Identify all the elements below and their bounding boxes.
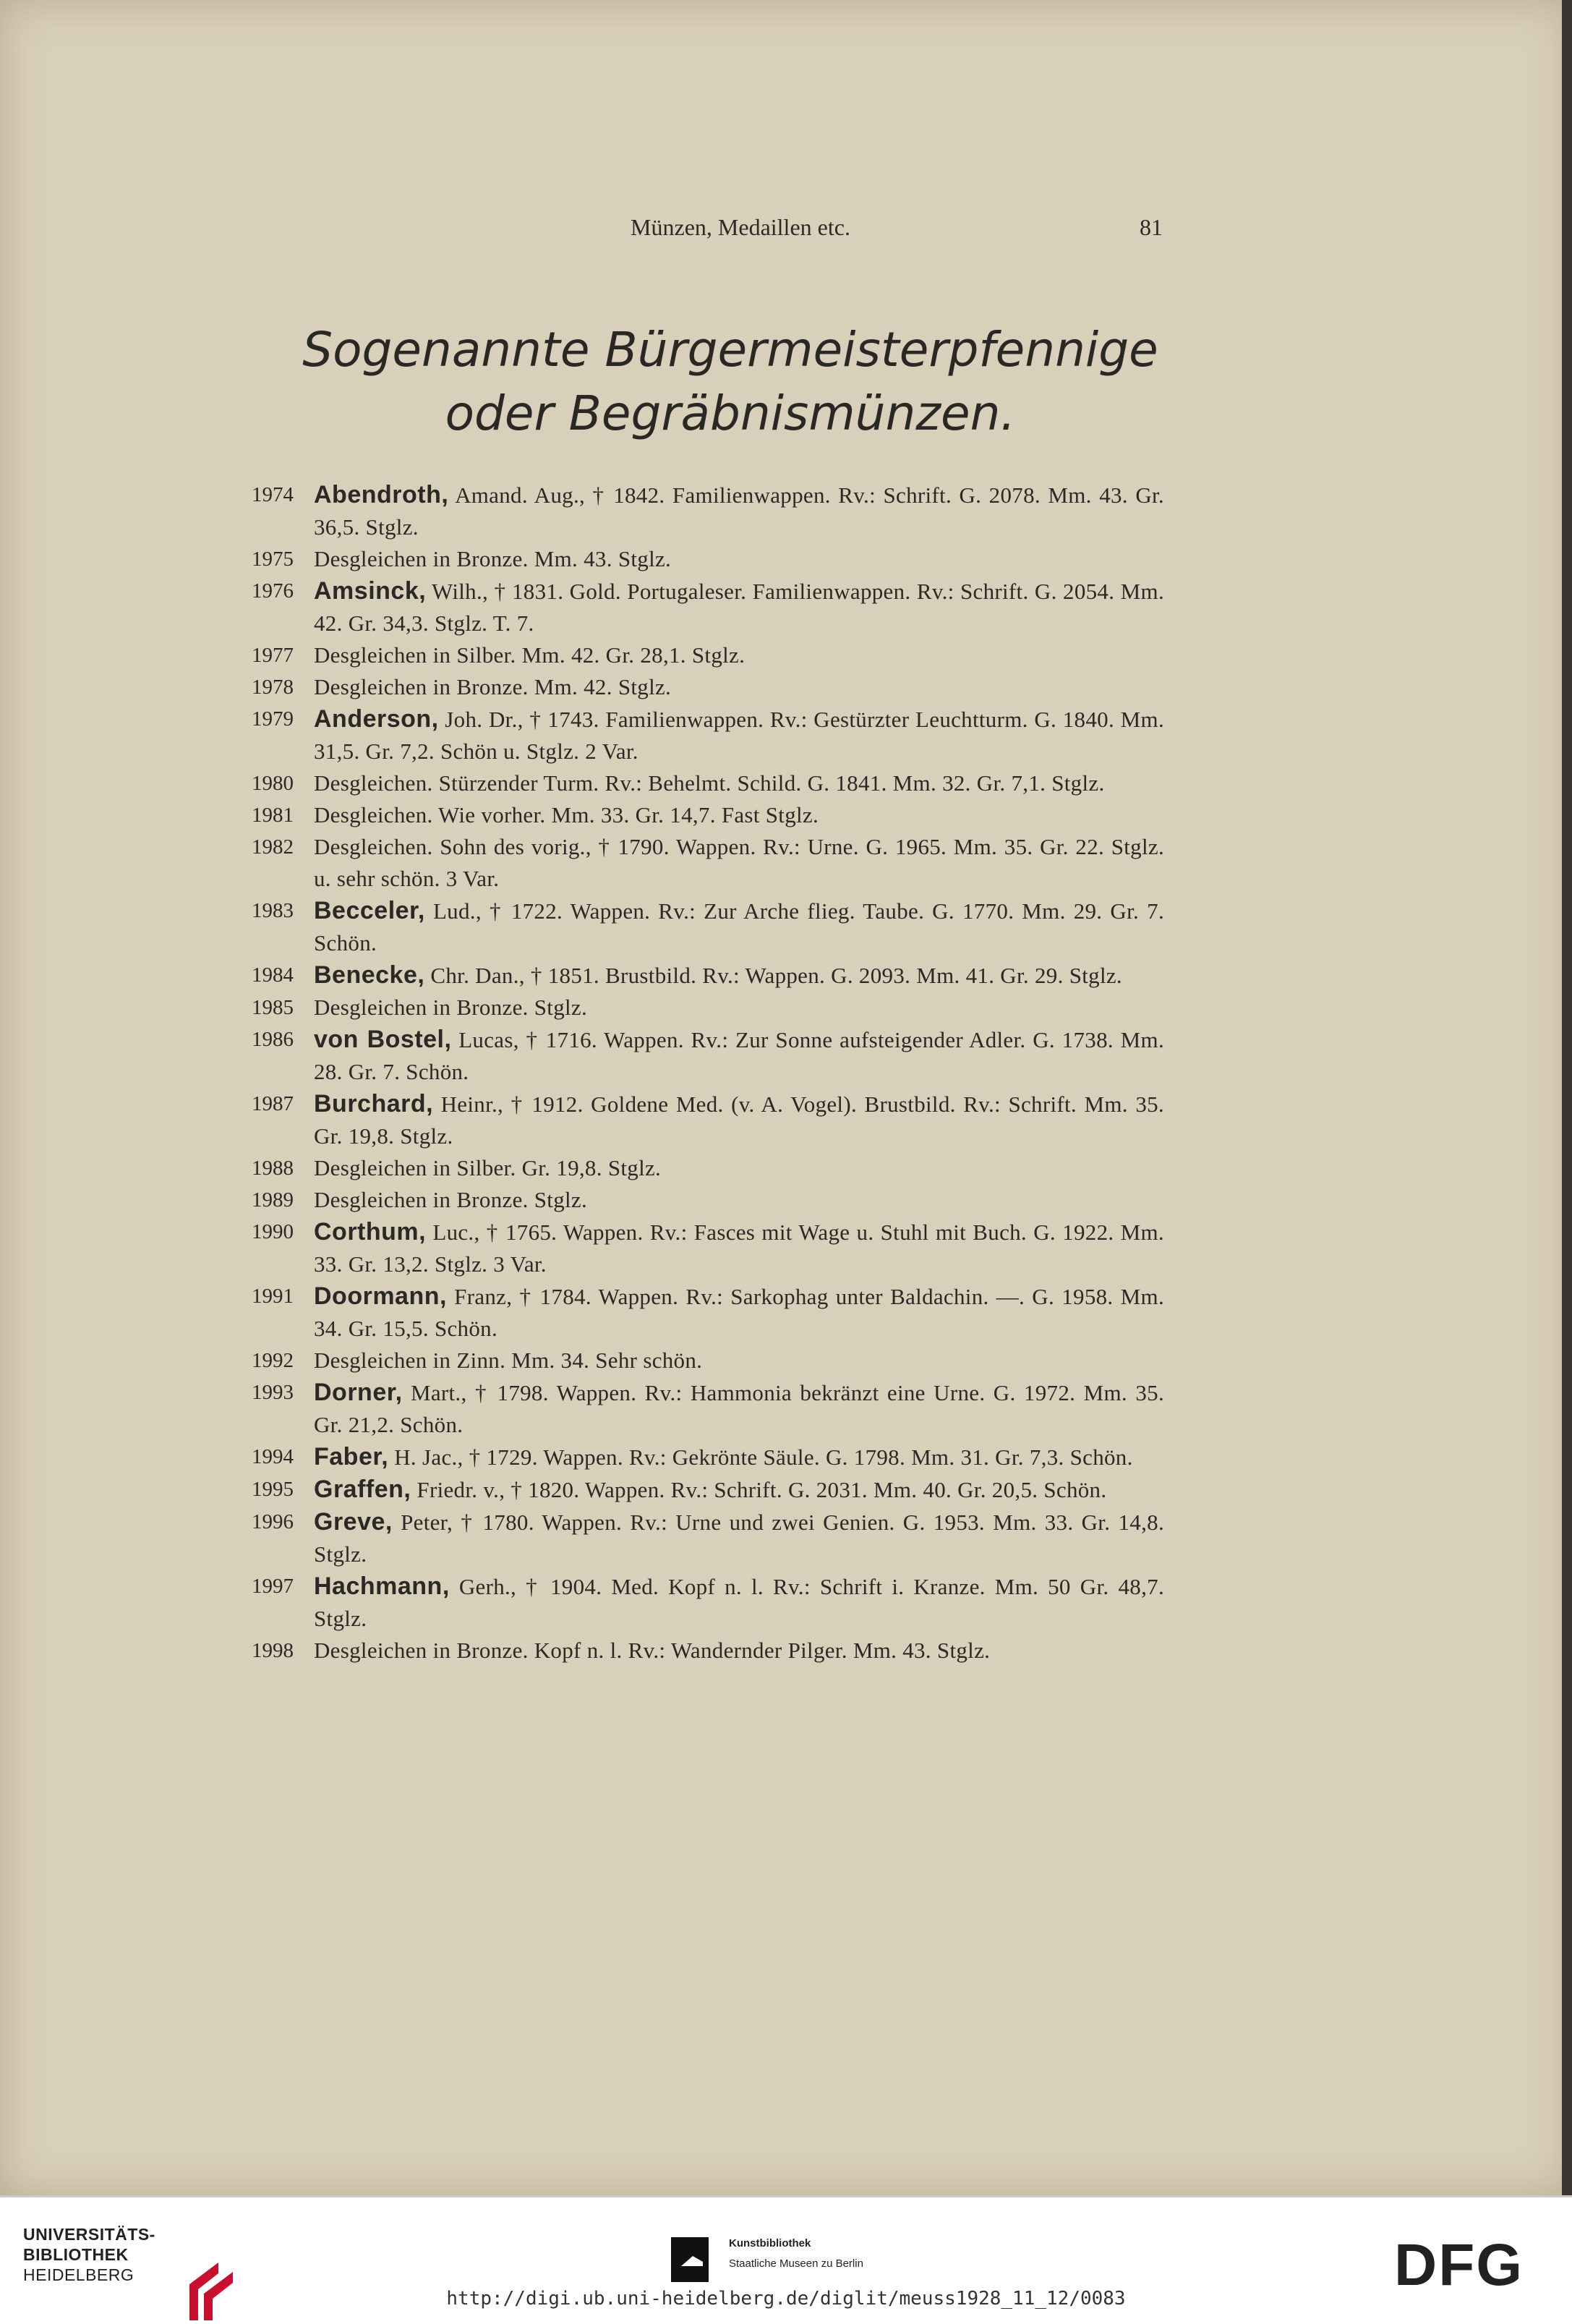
entry-body [314, 959, 1164, 992]
entry-number: 1982 [252, 835, 294, 859]
catalog-entry [252, 959, 1164, 992]
entry-body [314, 1345, 1164, 1376]
entry-body [314, 1441, 1164, 1473]
entry-text: H. Jac., † 1729. Wappen. Rv.: Gekrönte Säule. G. 1798. Mm. 31. Gr. 7,3. Schön. [394, 1444, 1133, 1470]
entry-text: Desgleichen. Wie vorher. Mm. 33. Gr. 14,7. Fast Stglz. [314, 802, 819, 827]
entry-name: Amsinck, [314, 577, 427, 605]
entry-number: 1996 [252, 1510, 294, 1533]
entry-name: Hachmann, [314, 1572, 450, 1600]
entry-body [314, 1376, 1164, 1441]
entry-name: von Bostel, [314, 1026, 452, 1053]
ub-logo-line-2: BIBLIOTHEK [23, 2245, 129, 2264]
entry-name: Faber, [314, 1443, 389, 1470]
catalog-entry [252, 799, 1164, 831]
entry-name: Dorner, [314, 1379, 403, 1406]
catalog-entry [252, 1473, 1164, 1506]
catalog-entry [252, 1345, 1164, 1376]
entry-text: Desgleichen in Bronze. Stglz. [314, 1187, 588, 1212]
entry-body [314, 1280, 1164, 1345]
entry-number: 1991 [252, 1285, 294, 1308]
catalog-entries [252, 479, 1164, 1667]
entry-body [314, 1023, 1164, 1088]
entry-name: Burchard, [314, 1090, 434, 1118]
entry-text: Peter, † 1780. Wappen. Rv.: Urne und zwei Genien. G. 1953. Mm. 33. Gr. 14,8. Stglz. [314, 1510, 1164, 1567]
entry-number: 1988 [252, 1157, 294, 1180]
entry-name: Benecke, [314, 961, 425, 989]
entry-body [314, 575, 1164, 639]
entry-text: Desgleichen in Bronze. Mm. 42. Stglz. [314, 674, 672, 699]
entry-text: Desgleichen in Zinn. Mm. 34. Sehr schön. [314, 1348, 703, 1373]
entry-text: Desgleichen in Bronze. Mm. 43. Stglz. [314, 546, 672, 571]
catalog-entry [252, 1023, 1164, 1088]
entry-number: 1976 [252, 579, 294, 603]
entry-text: Desgleichen in Silber. Mm. 42. Gr. 28,1. Stglz. [314, 642, 746, 668]
catalog-entry [252, 895, 1164, 959]
entry-body [314, 639, 1164, 671]
entry-number: 1984 [252, 963, 294, 987]
entry-number: 1978 [252, 676, 294, 699]
heading-line-1: Sogenannte Bürgermeisterpfennige [302, 322, 1158, 378]
entry-number: 1994 [252, 1445, 294, 1468]
entry-text: Joh. Dr., † 1743. Familienwappen. Rv.: Gestürzter Leuchtturm. G. 1840. Mm. 31,5. Gr. 7,2. Schön u. Stglz. 2 Var. [314, 707, 1164, 764]
entry-text: Heinr., † 1912. Goldene Med. (v. A. Vogel). Brustbild. Rv.: Schrift. Mm. 35. Gr. 19,8. Stglz. [314, 1091, 1164, 1149]
entry-name: Doormann, [314, 1282, 447, 1310]
entry-text: Luc., † 1765. Wappen. Rv.: Fasces mit Wage u. Stuhl mit Buch. G. 1922. Mm. 33. Gr. 13,2. Stglz. 3 Var. [314, 1220, 1164, 1277]
kunstbibliothek-name: Kunstbibliothek [729, 2237, 811, 2249]
entry-body [314, 671, 1164, 703]
entry-number: 1997 [252, 1575, 294, 1598]
entry-body [314, 1184, 1164, 1216]
catalog-entry [252, 992, 1164, 1023]
entry-text: Desgleichen in Bronze. Stglz. [314, 995, 588, 1020]
entry-number: 1974 [252, 483, 294, 506]
entry-text: Chr. Dan., † 1851. Brustbild. Rv.: Wappen. G. 2093. Mm. 41. Gr. 29. Stglz. [430, 963, 1122, 988]
catalog-entry [252, 1506, 1164, 1570]
entry-body [314, 1506, 1164, 1570]
entry-text: Mart., † 1798. Wappen. Rv.: Hammonia bekränzt eine Urne. G. 1972. Mm. 35. Gr. 21,2. Schön. [314, 1380, 1164, 1437]
entry-name: Abendroth, [314, 481, 449, 508]
entry-body [314, 895, 1164, 959]
entry-text: Desgleichen. Sohn des vorig., † 1790. Wappen. Rv.: Urne. G. 1965. Mm. 35. Gr. 22. Stglz. u. sehr schön. 3 Var. [314, 834, 1164, 891]
entry-name: Greve, [314, 1508, 393, 1536]
catalog-entry [252, 767, 1164, 799]
entry-body [314, 992, 1164, 1023]
ub-logo-line-3: HEIDELBERG [23, 2265, 134, 2284]
entry-body [314, 1635, 1164, 1667]
entry-text: Lud., † 1722. Wappen. Rv.: Zur Arche flieg. Taube. G. 1770. Mm. 29. Gr. 7. Schön. [314, 898, 1164, 955]
catalog-entry [252, 1280, 1164, 1345]
entry-body [314, 543, 1164, 575]
dfg-logo[interactable] [1394, 2236, 1553, 2291]
entry-text: Gerh., † 1904. Med. Kopf n. l. Rv.: Schrift i. Kranze. Mm. 50 Gr. 48,7. Stglz. [314, 1574, 1164, 1631]
entry-name: Corthum, [314, 1218, 427, 1246]
entry-text: Amand. Aug., † 1842. Familienwappen. Rv.: Schrift. G. 2078. Mm. 43. Gr. 36,5. Stglz. [314, 482, 1164, 540]
viewer-footer [0, 2195, 1572, 2310]
entry-text: Friedr. v., † 1820. Wappen. Rv.: Schrift. G. 2031. Mm. 40. Gr. 20,5. Schön. [417, 1477, 1107, 1502]
entry-number: 1975 [252, 548, 294, 571]
entry-text: Franz, † 1784. Wappen. Rv.: Sarkophag unter Baldachin. —. G. 1958. Mm. 34. Gr. 15,5. Schön. [314, 1284, 1164, 1341]
catalog-entry [252, 1570, 1164, 1635]
entry-number: 1987 [252, 1092, 294, 1115]
catalog-entry [252, 1152, 1164, 1184]
catalog-entry [252, 1376, 1164, 1441]
section-heading [217, 318, 1244, 446]
entry-number: 1980 [252, 772, 294, 795]
catalog-entry [252, 703, 1164, 767]
page-number: 81 [1140, 214, 1163, 240]
kunstbibliothek-mark-icon [671, 2237, 709, 2282]
catalog-entry [252, 543, 1164, 575]
entry-name: Anderson, [314, 705, 439, 733]
running-head [318, 214, 1163, 250]
catalog-entry [252, 1088, 1164, 1152]
source-url[interactable]: http://digi.ub.uni-heidelberg.de/diglit/meuss1928_11_12/0083 [446, 2288, 1126, 2310]
entry-text: Lucas, † 1716. Wappen. Rv.: Zur Sonne aufsteigender Adler. G. 1738. Mm. 28. Gr. 7. Schön. [314, 1027, 1164, 1084]
entry-number: 1977 [252, 644, 294, 667]
catalog-entry [252, 671, 1164, 703]
heading-line-2: oder Begräbnismünzen. [445, 386, 1016, 441]
entry-body [314, 479, 1164, 543]
running-title: Münzen, Medaillen etc. [631, 214, 850, 240]
catalog-entry [252, 1635, 1164, 1667]
entry-name: Graffen, [314, 1476, 411, 1503]
entry-number: 1992 [252, 1349, 294, 1372]
entry-number: 1998 [252, 1639, 294, 1662]
catalog-entry [252, 639, 1164, 671]
entry-body [314, 767, 1164, 799]
footer-rule [0, 2195, 1572, 2197]
entry-body [314, 1088, 1164, 1152]
entry-text: Desgleichen in Bronze. Kopf n. l. Rv.: Wandernder Pilger. Mm. 43. Stglz. [314, 1638, 991, 1663]
entry-number: 1981 [252, 804, 294, 827]
entry-number: 1986 [252, 1028, 294, 1051]
entry-number: 1995 [252, 1478, 294, 1501]
entry-text: Desgleichen. Stürzender Turm. Rv.: Behelmt. Schild. G. 1841. Mm. 32. Gr. 7,1. Stglz. [314, 770, 1105, 796]
entry-number: 1989 [252, 1188, 294, 1212]
entry-body [314, 831, 1164, 895]
entry-body [314, 799, 1164, 831]
catalog-entry [252, 479, 1164, 543]
entry-body [314, 1473, 1164, 1506]
page-edge [1562, 0, 1572, 2195]
entry-text: Wilh., † 1831. Gold. Portugaleser. Familienwappen. Rv.: Schrift. G. 2054. Mm. 42. Gr. 34,3. Stglz. T. 7. [314, 579, 1164, 636]
entry-number: 1990 [252, 1220, 294, 1243]
entry-body [314, 1570, 1164, 1635]
catalog-entry [252, 1184, 1164, 1216]
catalog-entry [252, 1441, 1164, 1473]
entry-name: Becceler, [314, 897, 425, 924]
entry-text: Desgleichen in Silber. Gr. 19,8. Stglz. [314, 1155, 662, 1180]
entry-number: 1983 [252, 899, 294, 922]
entry-number: 1979 [252, 707, 294, 731]
kunstbibliothek-subtitle: Staatliche Museen zu Berlin [729, 2257, 863, 2270]
catalog-entry [252, 831, 1164, 895]
entry-body [314, 1152, 1164, 1184]
entry-body [314, 1216, 1164, 1280]
catalog-entry [252, 575, 1164, 639]
dfg-logo-text: DFG [1394, 2236, 1524, 2291]
entry-body [314, 703, 1164, 767]
entry-number: 1993 [252, 1381, 294, 1404]
ub-logo-line-1: UNIVERSITÄTS- [23, 2225, 155, 2244]
entry-number: 1985 [252, 996, 294, 1019]
catalog-entry [252, 1216, 1164, 1280]
